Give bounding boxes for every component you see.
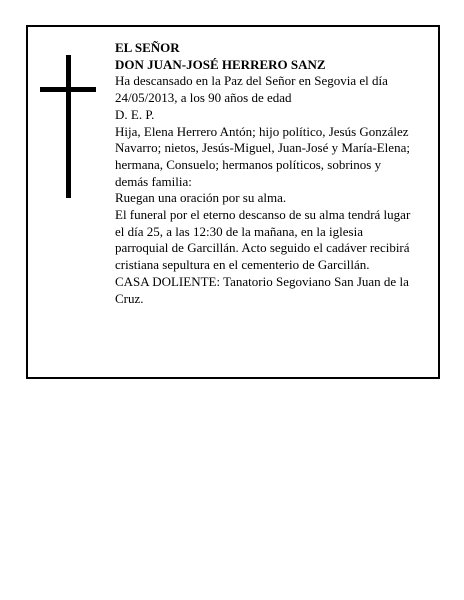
cross-icon: [40, 55, 96, 198]
prayer-request: Ruegan una oración por su alma.: [115, 190, 287, 206]
deceased-name: DON JUAN-JOSÉ HERRERO SANZ: [115, 56, 326, 72]
cross-horizontal-bar: [40, 87, 96, 92]
funeral-details: El funeral por el eterno descanso de su alma tendrá lugar el día 25, a las 12:30 de la mañana, en la iglesia parroquial de Garcillán. Acto seguido el cadáver recibirá cristiana sepultura en el cementerio de Garcillán.: [115, 207, 411, 273]
obituary-notice: [26, 25, 440, 379]
notice-text: [115, 40, 415, 307]
casa-doliente: CASA DOLIENTE: Tanatorio Segoviano San Juan de la Cruz.: [115, 273, 409, 306]
cross-vertical-bar: [66, 55, 71, 198]
death-statement: Ha descansado en la Paz del Señor en Segovia el día 24/05/2013, a los 90 años de edad: [115, 73, 388, 106]
family-list: Hija, Elena Herrero Antón; hijo político, Jesús González Navarro; nietos, Jesús-Miguel, Juan-José y María-Elena; hermana, Consuelo; hermanos políticos, sobrinos y demás familia:: [115, 123, 410, 189]
heading-title: EL SEÑOR: [115, 40, 180, 55]
dep-text: D. E. P.: [115, 106, 155, 122]
